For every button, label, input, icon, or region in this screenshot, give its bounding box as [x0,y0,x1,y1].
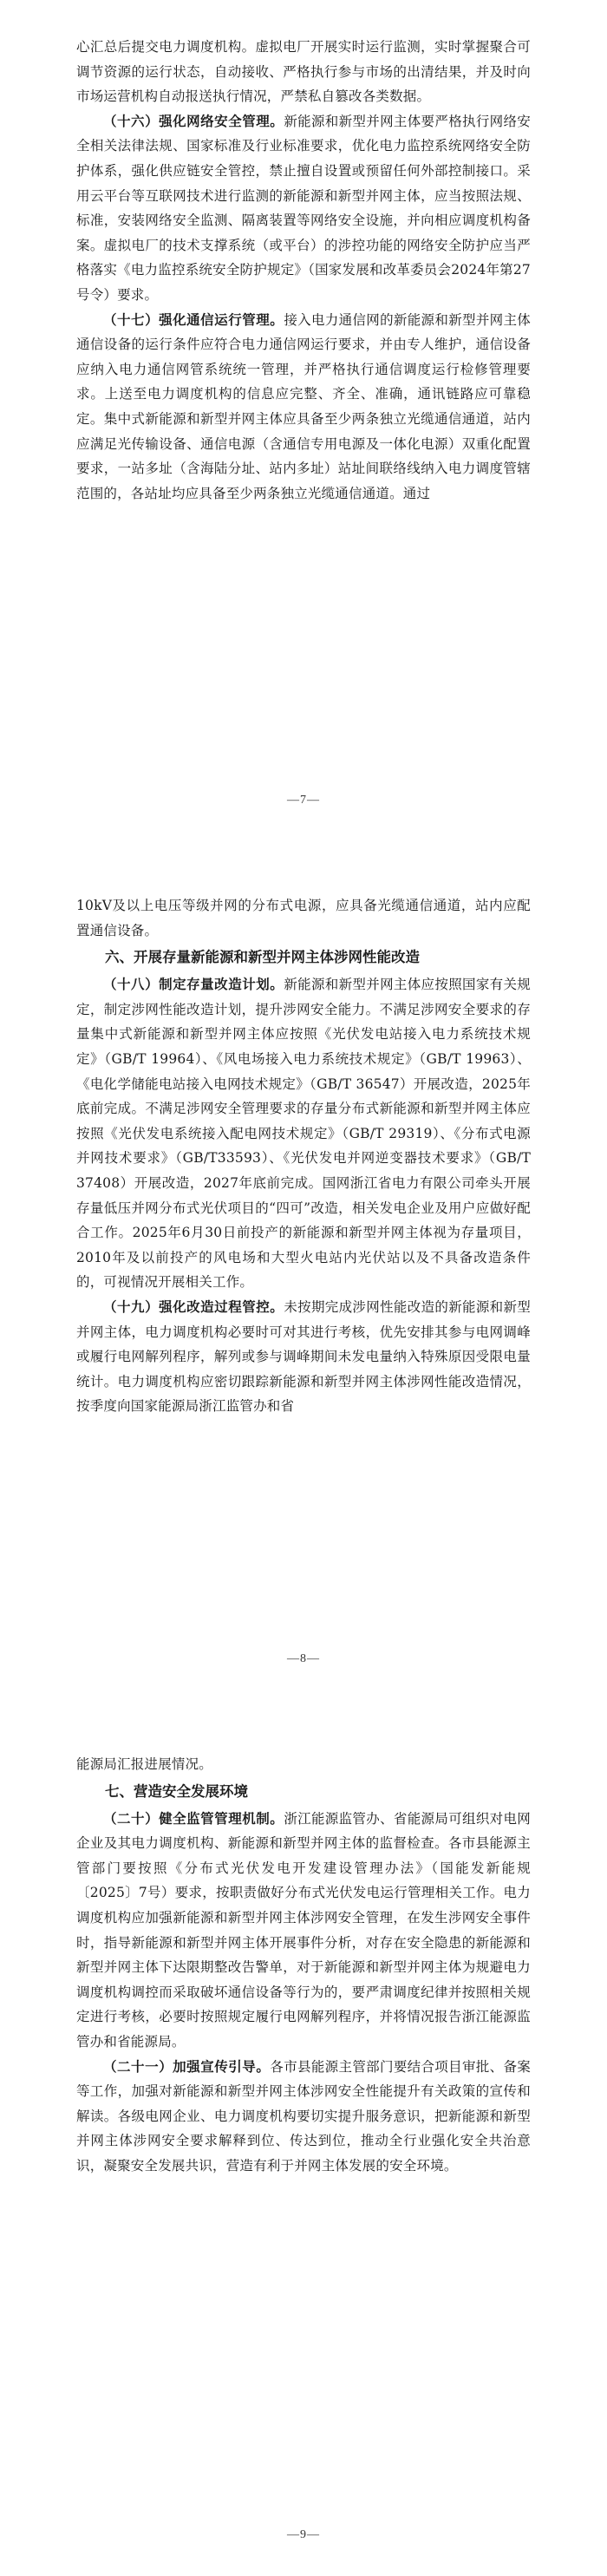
paragraph-19-body: 未按期完成涉网性能改造的新能源和新型并网主体，电力调度机构必要时可对其进行考核，优先安排其参与电网调峰或履行电网解列程序，解列或参与调峰期间未发电量纳入特殊原因受限电量统计。电力调度机构应密切跟踪新能源和新型并网主体涉网性能改造情况，按季度向国家能源局浙江监管办和省 [76,1298,532,1415]
paragraph-19 [76,1295,531,1419]
page-9 [0,1717,607,2576]
paragraph-16 [76,109,531,308]
paragraph-19-heading: （十九）强化改造过程管控。 [103,1298,284,1315]
paragraph-18-heading: （十八）制定存量改造计划。 [103,977,284,993]
page-9-text [76,1752,531,2179]
paragraph-21 [76,2055,531,2179]
paragraph-20-body: 浙江能源监管办、省能源局可组织对电网企业及其电力调度机构、新能源和新型并网主体的监督检查。各市县能源主管部门要按照《分布式光伏发电开发建设管理办法》（国能发新能规〔2025〕7号）要求，按职责做好分布式光伏发电运行管理相关工作。电力调度机构应加强新能源和新型并网主体涉网安全管理，在发生涉网安全事件时，指导新能源和新型并网主体开展事件分析，对存在安全隐患的新能源和新型并网主体下达限期整改告警单，对于新能源和新型并网主体为规避电力调度机构调控而采取破坏通信设备等行为的，要严肃调度纪律并按照相关规定进行考核，必要时按照规定履行电网解列程序，并将情况报告浙江能源监管办和省能源局。 [76,1810,532,2050]
page-number: —8— [287,1652,320,1665]
paragraph-21-heading: （二十一）加强宣传引导。 [103,2058,271,2075]
paragraph-17-body: 接入电力通信网的新能源和新型并网主体通信设备的运行条件应符合电力通信网运行要求，并由专人维护，通信设备应纳入电力通信网管系统统一管理，并严格执行通信调度运行检修管理要求。上送至电力调度机构的信息应完整、齐全、准确，通讯链路应可靠稳定。集中式新能源和新型并网主体应具备至少两条独立光缆通信通道，站内应满足光传输设备、通信电源（含通信专用电源及一体化电源）双重化配置要求，一站多址（含海陆分址、站内多址）站址间联络线纳入电力调度管辖范围的，各站址均应具备至少两条独立光缆通信通道。通过 [76,311,532,501]
page-7-text [76,35,531,506]
paragraph-18-body: 新能源和新型并网主体应按照国家有关规定，制定涉网性能改造计划，提升涉网安全能力。不满足涉网安全要求的存量集中式新能源和新型并网主体应按照《光伏发电站接入电力系统技术规定》（GB/T 19964）、《风电场接入电力系统技术规定》（GB/T 19963）、《电化学储能电站接入电网技术规定》（GB/T 36547）开展改造，2025年底前完成。不满足涉网安全管理要求的存量分布式新能源和新型并网主体应按照《光伏发电系统接入配电网技术规定》（GB/T 29319）、《分布式电源并网技术要求》（GB/T33593）、《光伏发电并网逆变器技术要求》（GB/T 37408）开展改造，2027年底前完成。国网浙江省电力有限公司牵头开展存量低压并网分布式光伏项目的“四可”改造，相关发电企业及用户应做好配合工作。2025年6月30日前投产的新能源和新型并网主体视为存量项目，2010年及以前投产的风电场和大型火电站内光伏站以及不具备改造条件的，可视情况开展相关工作。 [76,977,532,1291]
section-heading-6: 六、开展存量新能源和新型并网主体涉网性能改造 [105,949,420,966]
paragraph-17-heading: （十七）强化通信运行管理。 [103,311,284,328]
page-8 [0,859,607,1717]
page-number: —9— [287,2528,320,2541]
paragraph-16-heading: （十六）强化网络安全管理。 [103,113,284,129]
paragraph-16-body: 新能源和新型并网主体要严格执行网络安全相关法律法规、国家标准及行业标准要求，优化电力监控系统网络安全防护体系，强化供应链安全管控，禁止擅自设置或预留任何外部控制接口。采用云平台等互联网技术进行监测的新能源和新型并网主体，应当按照法规、标准，安装网络安全监测、隔离装置等网络安全设施，并向相应调度机构备案。虚拟电厂的技术支撑系统（或平台）的涉控功能的网络安全防护应当严格落实《电力监控系统安全防护规定》（国家发展和改革委员会2024年第27号令）要求。 [76,113,532,303]
page-8-text [76,893,531,1419]
paragraph-continuation: 心汇总后提交电力调度机构。虚拟电厂开展实时运行监测，实时掌握聚合可调节资源的运行状态，自动接收、严格执行参与市场的出清结果，并及时向市场运营机构自动报送执行情况，严禁私自篡改各类数据。 [76,39,531,105]
paragraph-20 [76,1807,531,2055]
paragraph-20-heading: （二十）健全监管管理机制。 [103,1810,284,1827]
paragraph-17 [76,308,531,507]
page-number: —7— [287,794,320,807]
paragraph-continuation: 能源局汇报进展情况。 [76,1756,213,1772]
page-7 [0,0,607,859]
paragraph-18 [76,972,531,1295]
paragraph-21-body: 各市县能源主管部门要结合项目审批、备案等工作，加强对新能源和新型并网主体涉网安全性能提升有关政策的宣传和解读。各级电网企业、电力调度机构要切实提升服务意识，把新能源和新型并网主体涉网安全要求解释到位、传达到位，推动全行业强化安全共治意识，凝聚安全发展共识，营造有利于并网主体发展的安全环境。 [76,2058,531,2174]
section-heading-7: 七、营造安全发展环境 [105,1782,248,1800]
paragraph-continuation: 10kV及以上电压等级并网的分布式电源，应具备光缆通信通道，站内应配置通信设备。 [76,898,531,938]
